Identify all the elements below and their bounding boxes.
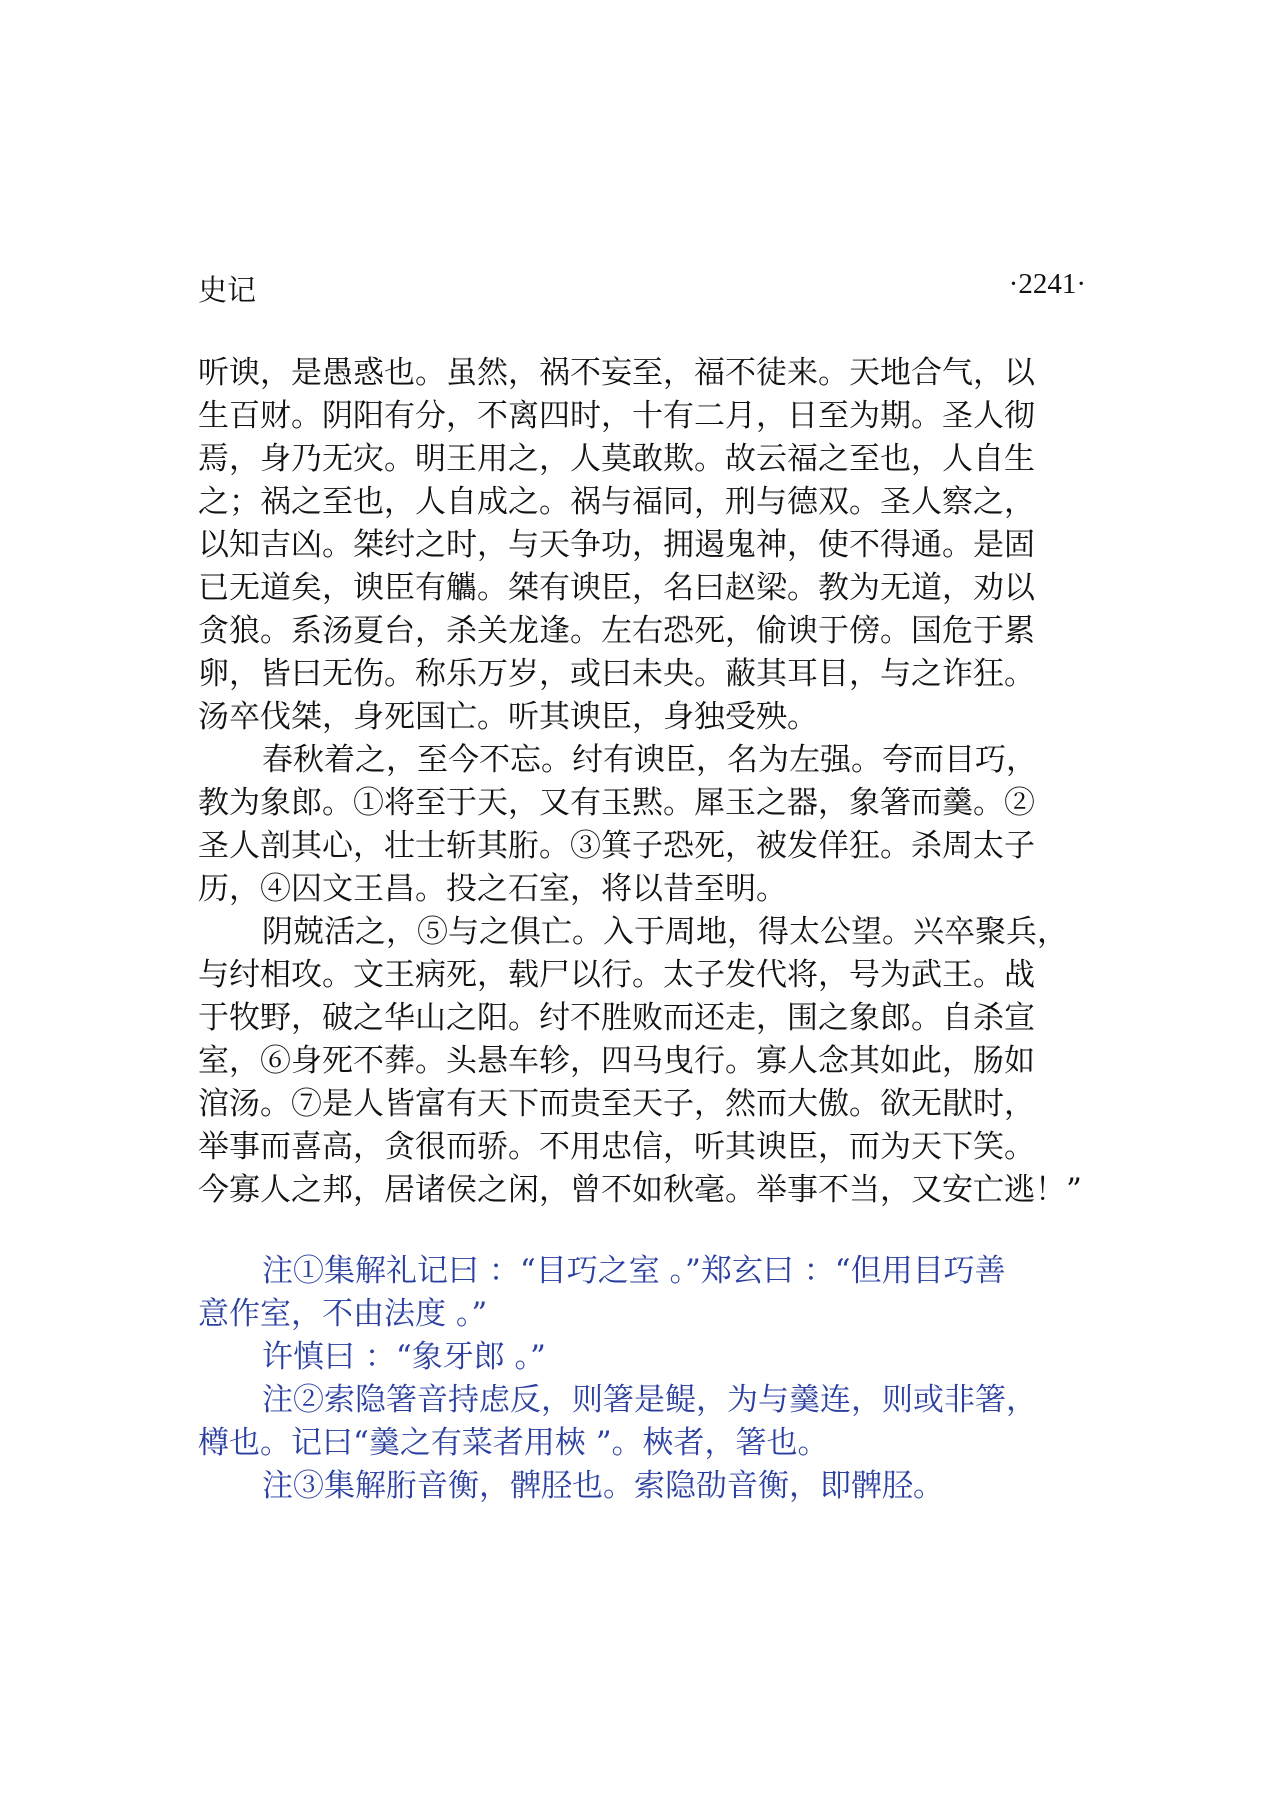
text-line: 举事而喜高，贪很而骄。不用忠信，听其谀臣，而为天下笑。: [198, 1129, 1035, 1165]
text-line: 焉，身乃无灾。明王用之，人莫敢欺。故云福之至也，人自生: [198, 441, 1035, 477]
paragraph-start-line: 阴兢活之，⑤与之俱亡。入于周地，得太公望。兴卒聚兵，: [262, 914, 1068, 950]
text-line: 汤卒伐桀，身死国亡。听其谀臣，身独受殃。: [198, 699, 818, 735]
text-line: 圣人剖其心，壮士斩其胻。③箕子恐死，被发佯狂。杀周太子: [198, 828, 1035, 864]
note-line: 注③集解胻音衡，髀胫也。索隐劭音衡，即髀胫。: [262, 1468, 944, 1504]
text-line: 室，⑥身死不葬。头悬车轸，四马曳行。寡人念其如此，肠如: [198, 1043, 1035, 1079]
note-line: 樽也。记曰“羹之有菜者用梜 ”。梜者，箸也。: [198, 1425, 829, 1461]
text-line: 卵，皆曰无伤。称乐万岁，或曰未央。蔽其耳目，与之诈狂。: [198, 656, 1035, 692]
paragraph-start-line: 春秋着之，至今不忘。纣有谀臣，名为左强。夸而目巧，: [262, 742, 1037, 778]
text-line: 与纣相攻。文王病死，载尸以行。太子发代将，号为武王。战: [198, 957, 1035, 993]
note-line: 许慎曰 ：“象牙郎 。”: [262, 1339, 546, 1375]
text-line: 于牧野，破之华山之阳。纣不胜败而还走，围之象郎。自杀宣: [198, 1000, 1035, 1036]
text-line: 教为象郎。①将至于天，又有玉黙。犀玉之器，象箸而羹。②: [198, 785, 1035, 821]
text-line: 之；祸之至也，人自成之。祸与福同，刑与德双。圣人察之，: [198, 484, 1035, 520]
text-line: 历，④囚文王昌。投之石室，将以昔至明。: [198, 871, 787, 907]
running-header: [198, 268, 1086, 308]
main-text: [198, 352, 1118, 1212]
text-line: 已无道矣，谀臣有觿。桀有谀臣，名曰赵梁。教为无道，劝以: [198, 570, 1035, 606]
text-line: 听谀，是愚惑也。虽然，祸不妄至，福不徒来。天地合气，以: [198, 355, 1035, 391]
text-line: 涫汤。⑦是人皆富有天下而贵至天子，然而大傲。欲无猒时，: [198, 1086, 1035, 1122]
text-line: 生百财。阴阳有分，不离四时，十有二月，日至为期。圣人彻: [198, 398, 1035, 434]
annotation-notes: [198, 1250, 1118, 1508]
book-title: 史记: [198, 273, 257, 307]
note-line: 注②索隐箸音持虑反，则箸是鳀，为与羹连，则或非箸，: [262, 1382, 1037, 1418]
note-line: 意作室，不由法度 。”: [198, 1296, 488, 1332]
text-line: 贪狼。系汤夏台，杀关龙逢。左右恐死，偷谀于傍。国危于累: [198, 613, 1035, 649]
note-line: 注①集解礼记曰 ：“目巧之室 。”郑玄曰 ：“但用目巧善: [262, 1253, 1006, 1289]
text-line: 以知吉凶。桀纣之时，与天争功，拥遏鬼神，使不得通。是固: [198, 527, 1035, 563]
text-line: 今寡人之邦，居诸侯之闲，曾不如秋毫。举事不当，又安亡逃！”: [198, 1172, 1082, 1208]
page-number: ·2241·: [1008, 268, 1086, 300]
